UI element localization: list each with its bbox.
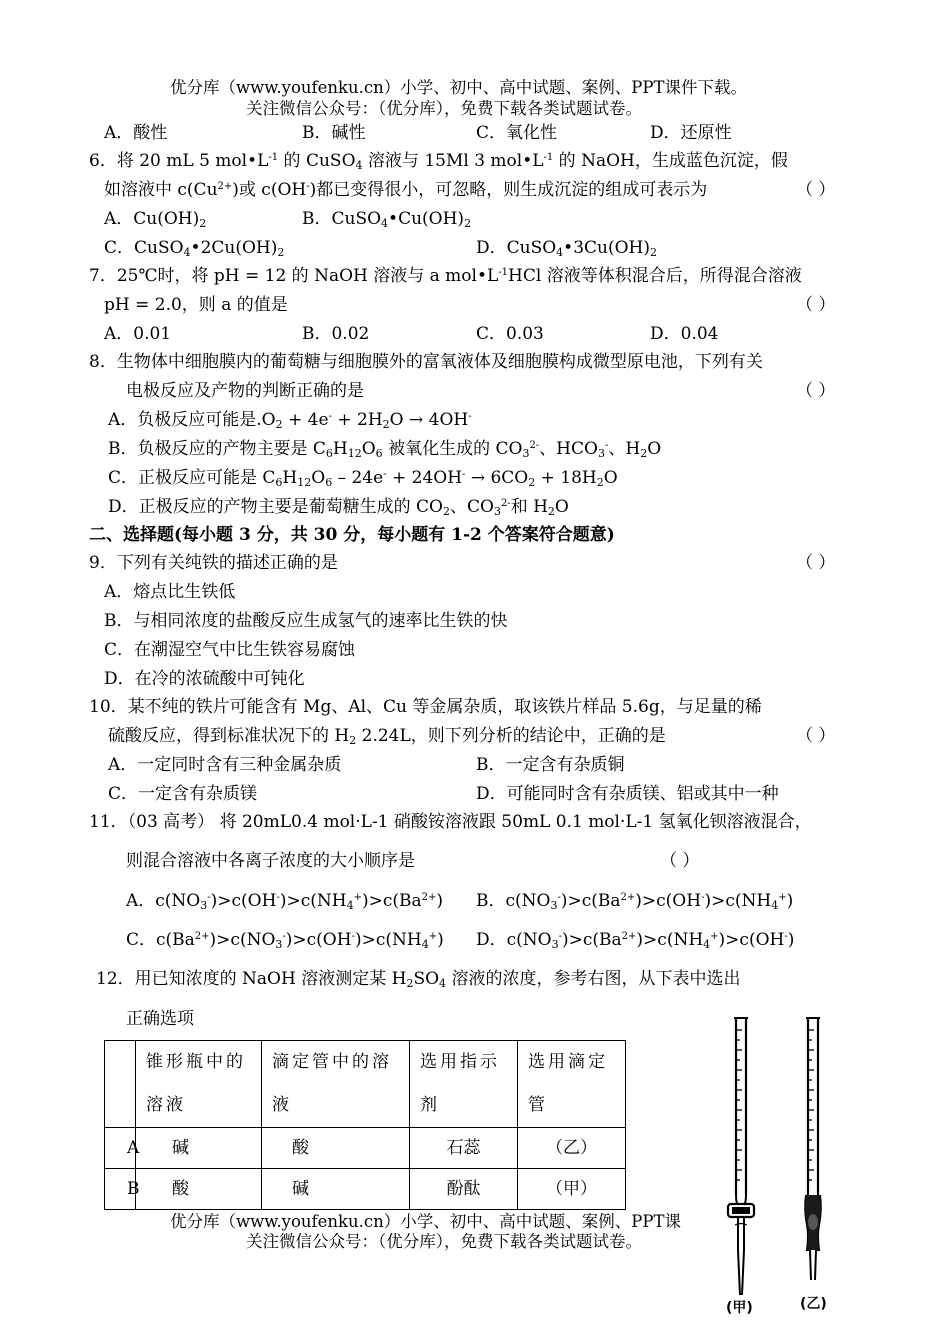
q7-option-a: A．0.01: [104, 324, 172, 344]
q8-stem-line-2: 电极反应及产物的判断正确的是: [126, 381, 364, 401]
q7-stem-line-2: pH = 2.0，则 a 的值是: [104, 295, 288, 315]
q6-stem-line-1: 6．将 20 mL 5 $mol•L^{-1}$ 的 CuSO$_4$ 溶液与 15Ml 3 $mol•L^{-1}$ 的 NaOH，生成蓝色沉淀，假: [89, 151, 788, 172]
cell-burette-solution: 碱: [262, 1169, 410, 1210]
cell-indicator: 酚酞: [410, 1169, 518, 1210]
q10-stem-line-1: 10．某不纯的铁片可能含有 Mg、Al、Cu 等金属杂质，取该铁片样品 5.6g，与足量的稀: [89, 697, 762, 717]
q5-option-b: B．碱性: [302, 123, 366, 143]
q10-option-d: D．可能同时含有杂质镁、铝或其中一种: [476, 784, 779, 804]
q7-option-c: C．0.03: [476, 324, 544, 344]
cell-burette-choice: （甲）: [518, 1169, 626, 1210]
q5-option-d: D．还原性: [650, 123, 732, 143]
q9-stem: 9．下列有关纯铁的描述正确的是: [89, 553, 338, 573]
q9-option-d: D．在冷的浓硫酸中可钝化: [104, 669, 305, 689]
burette-yi-icon: [805, 1018, 821, 1280]
header-indicator: 选用指示 剂: [410, 1041, 518, 1128]
row-label: B: [105, 1169, 136, 1210]
header-line-1: 优分库（www.youfenku.cn）小学、初中、高中试题、案例、PPT课件下载。: [170, 78, 747, 97]
q11-option-d: D．$c(NO_3^-)>c(Ba^{2+})>c(NH_4^+)>c(OH^-)$: [476, 930, 795, 951]
q10-option-b: B．一定含有杂质铜: [476, 755, 625, 775]
q11-answer-blank[interactable]: （ ）: [660, 851, 700, 871]
q8-answer-blank[interactable]: （ ）: [796, 381, 836, 401]
q11-option-b: B．$c(NO_3^-)>c(Ba^{2+})>c(OH^-)>c(NH_4^+)$: [476, 891, 794, 912]
q6-option-a: A．$Cu(OH)_2$: [104, 209, 207, 230]
q6-answer-blank[interactable]: （ ）: [796, 180, 836, 200]
q5-option-a: A．酸性: [104, 123, 168, 143]
header-burette-solution: 滴定管中的溶 液: [262, 1041, 410, 1128]
q6-option-d: D．$CuSO_4•3Cu(OH)_2$: [476, 238, 657, 259]
burette-jia-icon: [728, 1018, 754, 1295]
q6-option-b: B．$CuSO_4•Cu(OH)_2$: [302, 209, 472, 230]
cell-indicator: 石蕊: [410, 1128, 518, 1169]
figure-label-yi: (乙): [800, 1296, 827, 1312]
q9-option-b: B．与相同浓度的盐酸反应生成氢气的速率比生铁的快: [104, 611, 508, 631]
table-header-row: [105, 1041, 626, 1128]
header-burette-choice: 选用滴定 管: [518, 1041, 626, 1128]
q11-option-a: A．$c(NO_3^-)>c(OH^-)>c(NH_4^+)>c(Ba^{2+})$: [126, 891, 444, 912]
q8-stem-line-1: 8．生物体中细胞膜内的葡萄糖与细胞膜外的富氧液体及细胞膜构成微型原电池，下列有关: [89, 352, 763, 372]
q9-answer-blank[interactable]: （ ）: [796, 553, 836, 573]
q11-option-c: C．$c(Ba^{2+})>c(NO_3^-)>c(OH^-)>c(NH_4^+)$: [126, 930, 444, 951]
figure-label-jia: (甲): [726, 1300, 753, 1316]
q7-option-b: B．0.02: [302, 324, 370, 344]
table-corner-cell: [105, 1041, 136, 1128]
q10-stem-line-2: 硫酸反应，得到标准状况下的 $H_2$ 2.24L，则下列分析的结论中，正确的是: [108, 726, 666, 747]
footer-line-2: 关注微信公众号：（优分库），免费下载各类试题试卷。: [246, 1232, 642, 1251]
q10-option-a: A．一定同时含有三种金属杂质: [108, 755, 342, 775]
q7-stem-line-1: 7．25℃时，将 pH = 12 的 NaOH 溶液与 a $mol•L^{-1}HCl$ 溶液等体积混合后，所得混合溶液: [89, 266, 802, 286]
row-label: A: [105, 1128, 136, 1169]
footer-line-1: 优分库（www.youfenku.cn）小学、初中、高中试题、案例、PPT课: [170, 1212, 681, 1231]
q8-option-b: B．负极反应的产物主要是 $C_6H_{12}O_6$ 被氧化生成的 $CO_3^{2-}$、$HCO_3^-$、$H_2O$: [108, 439, 662, 460]
q7-option-d: D．0.04: [650, 324, 719, 344]
q11-stem-line-2: 则混合溶液中各离子浓度的大小顺序是: [126, 851, 415, 871]
q11-stem-line-1: 11．（03 高考） 将 20mL0.4 mol·L-1 硝酸铵溶液跟 50mL 0.1 mol·L-1 氢氧化钡溶液混合，: [89, 812, 812, 832]
q8-option-c: C．正极反应可能是 $C_6H_{12}O_6 - 24e^- + 24OH^- \to 6CO_2 + 18H_2O$: [108, 468, 618, 489]
section-2-title: 二、选择题(每小题 3 分，共 30 分，每小题有 1-2 个答案符合题意): [89, 525, 615, 545]
q5-option-c: C．氧化性: [476, 123, 558, 143]
burettes-figure: [718, 1010, 858, 1320]
q8-option-a: A．负极反应可能是$.O_2 + 4e^- + 2H_2O \to 4OH^-$: [108, 410, 472, 431]
table-row: [105, 1169, 626, 1210]
q10-answer-blank[interactable]: （ ）: [796, 726, 836, 746]
q12-stem-line-2: 正确选项: [126, 1009, 194, 1029]
q6-option-c: C．$CuSO_4•2Cu(OH)_2$: [104, 238, 285, 259]
q10-option-c: C．一定含有杂质镁: [108, 784, 258, 804]
q9-option-a: A．熔点比生铁低: [104, 582, 236, 602]
cell-burette-choice: （乙）: [518, 1128, 626, 1169]
cell-flask-solution: 碱: [136, 1128, 262, 1169]
q9-option-c: C．在潮湿空气中比生铁容易腐蚀: [104, 640, 356, 660]
q7-answer-blank[interactable]: （ ）: [796, 295, 836, 315]
q6-stem-line-2: 如溶液中 $c(Cu^{2+})$或 c(OH-)都已变得很小，可忽略，则生成沉淀的组成可表示为: [104, 180, 708, 200]
q12-stem-line-1: 12．用已知浓度的 NaOH 溶液测定某 $H_2SO_4$ 溶液的浓度，参考右图，从下表中选出: [96, 969, 741, 990]
header-flask-solution: 锥形瓶中的 溶液: [136, 1041, 262, 1128]
cell-burette-solution: 酸: [262, 1128, 410, 1169]
q8-option-d: D．正极反应的产物主要是葡萄糖生成的 $CO_2$、$CO_3^{2-}$和 $H_2O$: [108, 497, 569, 518]
q12-options-table: [104, 1040, 626, 1210]
header-line-2: 关注微信公众号：（优分库），免费下载各类试题试卷。: [246, 99, 642, 118]
table-row: [105, 1128, 626, 1169]
cell-flask-solution: 酸: [136, 1169, 262, 1210]
